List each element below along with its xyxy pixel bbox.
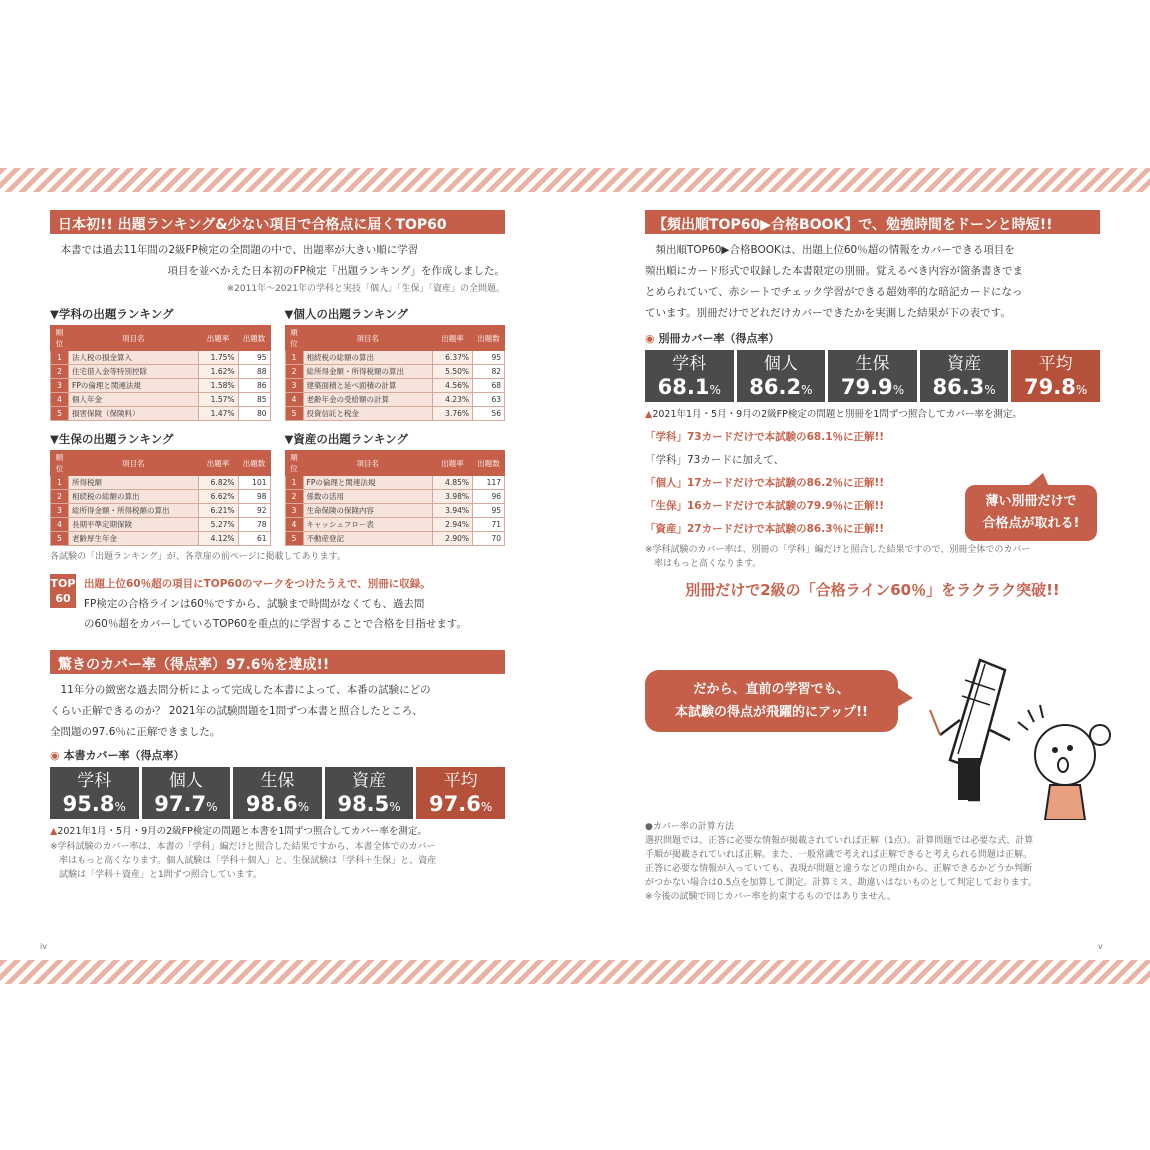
speech-bubble-score-up <box>645 670 898 732</box>
cover-value-unit: % <box>892 383 905 397</box>
cover-cell <box>50 767 139 819</box>
ranking-cell: 4 <box>285 518 303 532</box>
cover-cell <box>325 767 414 819</box>
ranking-cell: 78 <box>238 518 270 532</box>
ranking-cell: 損害保険（保険料） <box>69 407 199 421</box>
card-line: 「個人」17カードだけで本試験の86.2％に正解!! <box>645 477 885 489</box>
cover-cell-label: 資産 <box>352 771 387 791</box>
ranking-cell: 92 <box>238 504 270 518</box>
bubble-line: 薄い別冊だけで <box>985 494 1077 509</box>
cover-label-text: 別冊カバー率（得点率） <box>658 332 780 345</box>
ranking-table <box>285 325 506 421</box>
ranking-cell: 所得税額 <box>69 476 199 490</box>
ranking-cell: 個人年金 <box>69 393 199 407</box>
ranking-cell: 95 <box>238 351 270 365</box>
ranking-block <box>50 306 271 421</box>
ranking-header-cell: 出題数 <box>473 451 505 476</box>
cover-line: 全問題の97.6％に正解できました。 <box>50 726 221 738</box>
cover-cell <box>233 767 322 819</box>
cover-value-unit: % <box>114 800 126 814</box>
intro-line: ています。別冊だけでどれだけカバーできたかを実測した結果が下の表です。 <box>645 307 1011 319</box>
ranking-header-cell: 出題数 <box>238 451 270 476</box>
ranking-cell: 96 <box>473 490 505 504</box>
table-row <box>285 379 505 393</box>
cover-cell-value <box>828 374 917 403</box>
ranking-cell: 70 <box>473 532 505 546</box>
ranking-cell: 2.90% <box>433 532 473 546</box>
table-row <box>51 518 271 532</box>
top60-badge <box>50 574 76 608</box>
ranking-block <box>285 306 506 421</box>
triangle-icon: ▲ <box>50 826 58 837</box>
cover-value-number: 86.2 <box>749 375 802 399</box>
bottom-stripe-border <box>0 960 1150 984</box>
method-line: 正答に必要な情報が入っていても、表現が問題と違うなどの理由から、正解できるかどうか判断 <box>645 864 1033 874</box>
top60-text <box>84 574 467 634</box>
ranking-cell: 3 <box>51 504 69 518</box>
ranking-cell: キャッシュフロー表 <box>303 518 433 532</box>
ranking-header-cell: 順位 <box>51 451 69 476</box>
ranking-header-cell: 項目名 <box>303 326 433 351</box>
table-row <box>285 407 505 421</box>
ranking-header-cell: 出題率 <box>433 326 473 351</box>
bullet-icon: ◉ <box>645 332 655 345</box>
card-note: ※学科試験のカバー率は、別冊の「学科」編だけと照合した結果ですので、別冊全体でのカバー <box>645 545 1031 555</box>
ranking-cell: 71 <box>473 518 505 532</box>
cover-note <box>50 823 505 837</box>
ranking-cell: 80 <box>238 407 270 421</box>
big-message <box>645 579 1100 600</box>
intro-line: とめられていて、赤シートでチェック学習ができる超効率的な暗記カードになっ <box>645 286 1023 298</box>
table-row <box>285 490 505 504</box>
cover-line: 11年分の緻密な過去問分析によって完成した本書によって、本番の試験にどの <box>60 684 431 696</box>
cover-value-number: 95.8 <box>62 792 115 816</box>
ranking-header-cell: 出題率 <box>198 451 238 476</box>
cover-cell-label: 個人 <box>763 354 798 374</box>
cover-cell-value <box>920 374 1009 403</box>
ranking-cell: 5 <box>51 407 69 421</box>
cover-cell-label: 学科 <box>672 354 707 374</box>
ranking-cell: 1.62% <box>198 365 238 379</box>
table-row <box>285 532 505 546</box>
left-heading-ranking: 日本初!! 出題ランキング&少ない項目で合格点に届くTOP60 <box>50 210 505 234</box>
ranking-cell: 63 <box>473 393 505 407</box>
cover-cell-label: 生保 <box>855 354 890 374</box>
ranking-cell: 101 <box>238 476 270 490</box>
table-row <box>285 365 505 379</box>
bubble-tail-icon <box>1027 473 1049 487</box>
ranking-header-cell: 出題数 <box>473 326 505 351</box>
ranking-header-cell: 順位 <box>285 326 303 351</box>
ranking-cell: 3 <box>285 504 303 518</box>
ranking-cell: 4 <box>285 393 303 407</box>
ranking-header-cell: 項目名 <box>303 451 433 476</box>
table-row <box>51 379 271 393</box>
ranking-cell: 係数の活用 <box>303 490 433 504</box>
card-line: 「資産」27カードだけで本試験の86.3％に正解!! <box>645 523 885 535</box>
ranking-cell: 4 <box>51 518 69 532</box>
ranking-cell: 住宅借入金等特別控除 <box>69 365 199 379</box>
ranking-cell: 1 <box>285 476 303 490</box>
ranking-cell: 5 <box>285 532 303 546</box>
cover-cell-label: 学科 <box>77 771 112 791</box>
ranking-header-cell: 項目名 <box>69 451 199 476</box>
top-stripe-border <box>0 168 1150 192</box>
table-row <box>51 532 271 546</box>
cover-value-unit: % <box>206 800 218 814</box>
cover-cell <box>828 350 917 402</box>
cover-cell-label: 平均 <box>1038 354 1073 374</box>
card-line: 「学科」73カードに加えて、 <box>645 454 785 466</box>
table-row <box>51 365 271 379</box>
card-line: 「生保」16カードだけで本試験の79.9％に正解!! <box>645 500 885 512</box>
cover-cell-value <box>325 791 414 820</box>
bubble-line: だから、直前の学習でも、 <box>693 682 850 697</box>
cover-note <box>645 406 1100 420</box>
ranking-cell: 1.57% <box>198 393 238 407</box>
ranking-cell: 2.94% <box>433 518 473 532</box>
ranking-cell: 88 <box>238 365 270 379</box>
cover-value-number: 97.6 <box>429 792 481 816</box>
table-row <box>285 518 505 532</box>
ranking-cell: 5 <box>51 532 69 546</box>
cover-label-text: 本書カバー率（得点率） <box>63 749 185 762</box>
page-number-right: v <box>1098 942 1103 951</box>
cover-note-text: 2021年1月・5月・9月の2級FP検定の問題と別冊を1問ずつ照合してカバー率を測定。 <box>652 409 1022 420</box>
ranking-cell: 投資信託と税金 <box>303 407 433 421</box>
ranking-cell: 5 <box>285 407 303 421</box>
method-line: ※今後の試験で同じカバー率を約束するものではありません。 <box>645 892 897 902</box>
ranking-cell: 相続税の総額の算出 <box>69 490 199 504</box>
cover-cell <box>142 767 231 819</box>
cover-value-unit: % <box>984 383 996 397</box>
cover-cell <box>645 350 734 402</box>
ranking-cell: 6.37% <box>433 351 473 365</box>
cover-cell <box>1011 350 1100 402</box>
ranking-table <box>50 450 271 546</box>
ranking-cell: FPの倫理と関連法規 <box>69 379 199 393</box>
ranking-cell: 1.47% <box>198 407 238 421</box>
ranking-title: ▼資産の出題ランキング <box>284 432 408 446</box>
ranking-cell: 4.56% <box>433 379 473 393</box>
cover-cell-value <box>1011 374 1100 403</box>
foot-notes <box>50 840 505 882</box>
table-row <box>285 476 505 490</box>
cover-value-unit: % <box>389 800 401 814</box>
table-row <box>51 351 271 365</box>
ranking-cell: 3.94% <box>433 504 473 518</box>
top60-line: 出題上位60％超の項目にTOP60のマークをつけたうえで、別冊に収録。 <box>84 578 431 590</box>
ranking-cell: 1 <box>51 351 69 365</box>
ranking-block <box>50 431 271 546</box>
ranking-cell: FPの倫理と関連法規 <box>303 476 433 490</box>
ranking-cell: 6.62% <box>198 490 238 504</box>
cover-cell-value <box>737 374 826 403</box>
cover-value-number: 86.3 <box>932 375 985 399</box>
intro-line: 頻出順にカード形式で収録した本書限定の別冊。覚えるべき内容が箇条書きでま <box>645 265 1023 277</box>
cover-value-number: 97.7 <box>154 792 207 816</box>
method-line: 選択問題では、正答に必要な情報が掲載されていれば正解（1点）。計算問題では必要な式、計算 <box>645 836 1034 846</box>
ranking-cell: 2 <box>51 365 69 379</box>
cover-value-number: 98.5 <box>337 792 390 816</box>
ranking-cell: 95 <box>473 504 505 518</box>
top60-badge-num: 60 <box>55 592 71 605</box>
ranking-cell: 1 <box>285 351 303 365</box>
table-row <box>51 504 271 518</box>
page-number-left: iv <box>40 942 47 951</box>
method-line: がつかない場合は0.5点を加算して測定。計算ミス、勘違いはないものとして判定しております。 <box>645 878 1037 888</box>
intro-line: 項目を並べかえた日本初のFP検定「出題ランキング」を作成しました。 <box>167 265 505 277</box>
ranking-cell: 5.27% <box>198 518 238 532</box>
table-row <box>285 351 505 365</box>
ranking-header-cell: 順位 <box>51 326 69 351</box>
ranking-cell: 85 <box>238 393 270 407</box>
ranking-cell: 法人税の損金算入 <box>69 351 199 365</box>
cover-rate-table <box>645 350 1100 402</box>
method-lines <box>645 834 1100 904</box>
ranking-cell: 61 <box>238 532 270 546</box>
table-row <box>285 393 505 407</box>
ranking-cell: 5.50% <box>433 365 473 379</box>
card-notes <box>645 543 1100 571</box>
ranking-cell: 総所得金額・所得税額の算出 <box>69 504 199 518</box>
ranking-cell: 老齢厚生年金 <box>69 532 199 546</box>
cover-value-number: 68.1 <box>657 375 710 399</box>
ranking-cell: 4.12% <box>198 532 238 546</box>
right-heading-book: 【頻出順TOP60▶合格BOOK】で、勉強時間をドーンと時短!! <box>645 210 1100 234</box>
intro-line: 頻出順TOP60▶合格BOOKは、出題上位60％超の情報をカバーできる項目を <box>655 244 1015 256</box>
table-row <box>51 490 271 504</box>
triangle-icon: ▲ <box>645 409 653 420</box>
ranking-cell: 6.82% <box>198 476 238 490</box>
ranking-cell: 2 <box>285 490 303 504</box>
ranking-header-cell: 出題数 <box>238 326 270 351</box>
ranking-grid <box>50 306 505 546</box>
cover-cell <box>416 767 505 819</box>
ranking-cell: 82 <box>473 365 505 379</box>
cover-cell <box>920 350 1009 402</box>
ranking-title: ▼個人の出題ランキング <box>284 307 408 321</box>
ranking-cell: 117 <box>473 476 505 490</box>
ranking-table <box>285 450 506 546</box>
ranking-cell: 1.58% <box>198 379 238 393</box>
cover-cell-label: 資産 <box>947 354 982 374</box>
foot-note: 試験は「学科＋資産」と1問ずつ照合しています。 <box>59 870 263 880</box>
ranking-table <box>50 325 271 421</box>
ranking-cell: 68 <box>473 379 505 393</box>
ranking-header-cell: 出題率 <box>198 326 238 351</box>
card-note: 率はもっと高くなります。 <box>654 559 762 569</box>
ranking-note: 各試験の「出題ランキング」が、各章扉の前ページに掲載してあります。 <box>50 552 346 562</box>
ranking-cell: 不動産登記 <box>303 532 433 546</box>
ranking-cell: 98 <box>238 490 270 504</box>
ranking-block <box>285 431 506 546</box>
cover-cell-value <box>416 791 505 820</box>
ranking-title: ▼生保の出題ランキング <box>50 432 174 446</box>
method-line: 手順が掲載されていれば正解。また、一般常識で考えれば正解できると考えられる問題は正解。 <box>645 850 1033 860</box>
cover-cell <box>737 350 826 402</box>
speech-bubble-thin-book <box>965 485 1097 541</box>
cover-cell-value <box>233 791 322 820</box>
cover-value-unit: % <box>709 383 721 397</box>
bubble-line: 本試験の得点が飛躍的にアップ!! <box>675 705 868 720</box>
cover-value-number: 79.9 <box>840 375 893 399</box>
cover-value-number: 79.8 <box>1024 375 1076 399</box>
cover-note-text: 2021年1月・5月・9月の2級FP検定の問題と本書を1問ずつ照合してカバー率を測定。 <box>57 826 427 837</box>
ranking-cell: 建築面積と延べ面積の計算 <box>303 379 433 393</box>
ranking-cell: 1 <box>51 476 69 490</box>
ranking-cell: 老齢年金の受給額の計算 <box>303 393 433 407</box>
ranking-cell: 95 <box>473 351 505 365</box>
bubble-line: 合格点が取れる! <box>982 516 1080 531</box>
ranking-title: ▼学科の出題ランキング <box>50 307 174 321</box>
ranking-cell: 1.75% <box>198 351 238 365</box>
ranking-cell: 相続税の総額の算出 <box>303 351 433 365</box>
intro-note: ※2011年～2021年の学科と実技「個人」「生保」「資産」の全問題。 <box>226 284 505 294</box>
left-intro <box>50 240 505 296</box>
table-row <box>51 407 271 421</box>
ranking-header-cell: 順位 <box>285 451 303 476</box>
big-message-text: 別冊だけで2級の「合格ライン60％」をラクラク突破!! <box>685 581 1060 599</box>
top60-section <box>50 574 505 634</box>
ranking-cell: 86 <box>238 379 270 393</box>
ranking-cell: 4 <box>51 393 69 407</box>
top60-line: の60％超をカバーしているTOP60を重点的に学習することで合格を目指せます。 <box>84 618 467 630</box>
left-heading-cover: 驚きのカバー率（得点率）97.6％を達成!! <box>50 650 505 674</box>
cover-cell-value <box>50 791 139 820</box>
cover-rate-table <box>50 767 505 819</box>
cover-cell-label: 個人 <box>168 771 203 791</box>
cover-value-unit: % <box>297 800 310 814</box>
ranking-cell: 総所得金額・所得税額の算出 <box>303 365 433 379</box>
ranking-cell: 4.85% <box>433 476 473 490</box>
foot-note: ※学科試験のカバー率は、本書の「学科」編だけと照合した結果ですから、本書全体でのカバー <box>50 842 436 852</box>
cover-cell-label: 平均 <box>443 771 478 791</box>
bullet-icon: ◉ <box>50 749 60 762</box>
ranking-cell: 56 <box>473 407 505 421</box>
ranking-cell: 3 <box>285 379 303 393</box>
cover-cell-label: 生保 <box>260 771 295 791</box>
table-row <box>51 393 271 407</box>
ranking-cell: 3 <box>51 379 69 393</box>
top60-line: FP検定の合格ラインは60％ですから、試験まで時間がなくても、過去問 <box>84 598 425 610</box>
table-row <box>51 476 271 490</box>
ranking-header-cell: 出題率 <box>433 451 473 476</box>
character-illustration-icon <box>910 650 1125 820</box>
method-section <box>645 820 1100 904</box>
top60-badge-top: TOP <box>50 577 76 590</box>
cover-line: くらい正解できるのか？ 2021年の試験問題を1問ずつ本書と照合したところ、 <box>50 705 423 717</box>
ranking-cell: 4.23% <box>433 393 473 407</box>
cover-value-unit: % <box>480 800 493 814</box>
cover-cell-value <box>142 791 231 820</box>
table-row <box>285 504 505 518</box>
ranking-cell: 3.76% <box>433 407 473 421</box>
ranking-cell: 3.98% <box>433 490 473 504</box>
method-title: ●カバー率の計算方法 <box>645 822 734 832</box>
cover-label <box>645 330 1100 346</box>
ranking-cell: 2 <box>51 490 69 504</box>
left-page <box>50 210 505 882</box>
cover-value-number: 98.6 <box>245 792 298 816</box>
ranking-cell: 2 <box>285 365 303 379</box>
ranking-cell: 生命保険の保険内容 <box>303 504 433 518</box>
intro-line: 本書では過去11年間の2級FP検定の全問題の中で、出題率が大きい順に学習 <box>60 244 419 256</box>
cover-value-unit: % <box>801 383 813 397</box>
foot-note: 率はもっと高くなります。個人試験は「学科＋個人」と、生保試験は「学科＋生保」と、資産 <box>59 856 437 866</box>
cover-cell-value <box>645 374 734 403</box>
cover-label <box>50 747 505 763</box>
ranking-cell: 6.21% <box>198 504 238 518</box>
cover-value-unit: % <box>1075 383 1088 397</box>
ranking-cell: 長期平準定期保険 <box>69 518 199 532</box>
cover-intro <box>50 680 505 743</box>
ranking-header-cell: 項目名 <box>69 326 199 351</box>
card-line: 「学科」73カードだけで本試験の68.1％に正解!! <box>645 431 885 443</box>
right-intro <box>645 240 1100 324</box>
